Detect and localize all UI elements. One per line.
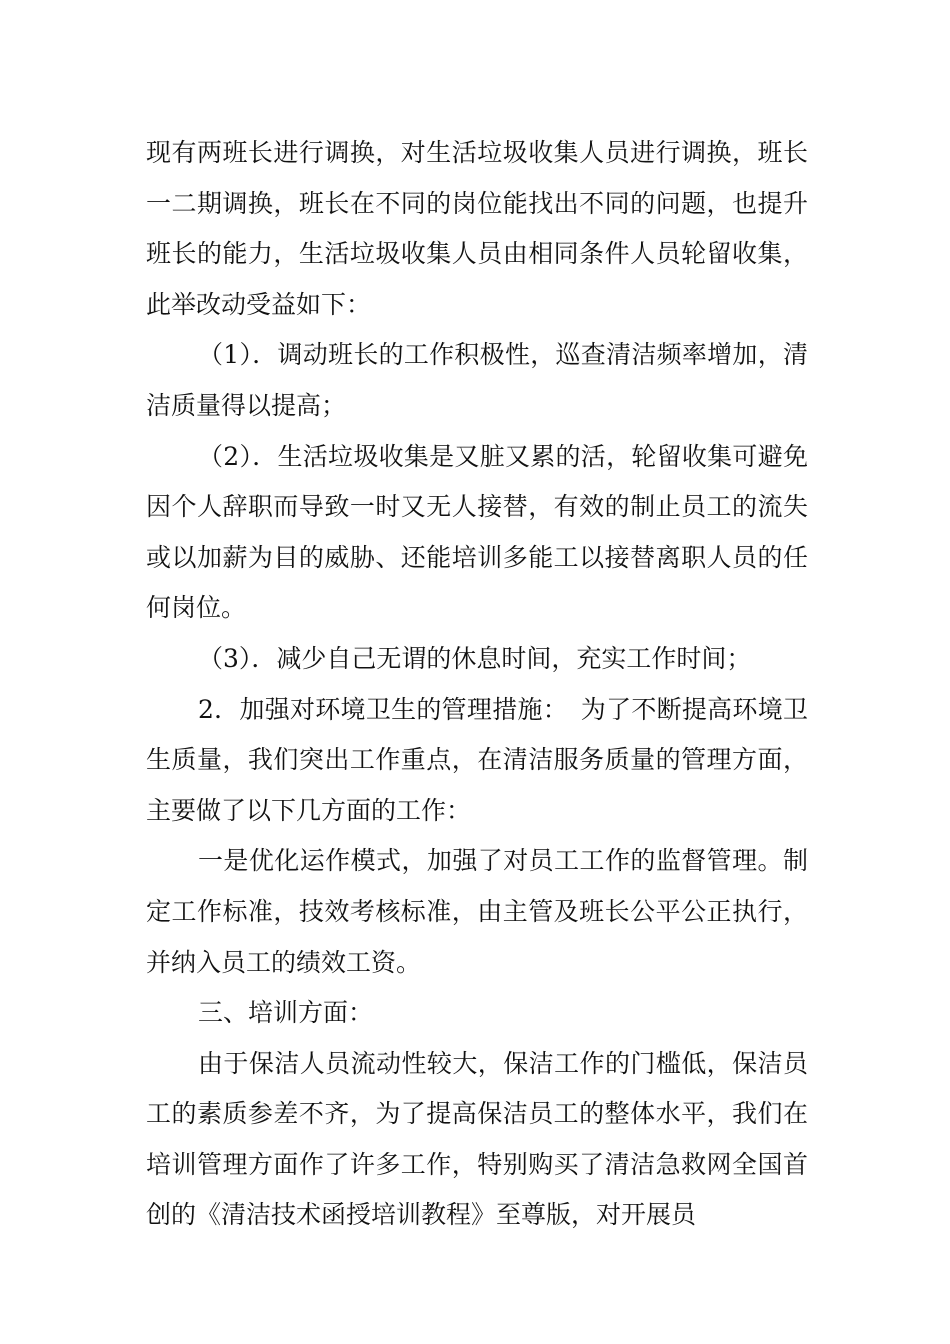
paragraph-training: 由于保洁人员流动性较大，保洁工作的门槛低，保洁员工的素质参差不齐，为了提高保洁员工的整体水平，我们在培训管理方面作了许多工作，特别购买了清洁急救网全国首创的《清洁技术函授培训教程》至尊版，对开展员 [146, 1048, 808, 1230]
paragraph-operation-mode: 一是优化运作模式，加强了对员工工作的监督管理。制定工作标准，技效考核标准，由主管及班长公平公正执行，并纳入员工的绩效工资。 [146, 846, 808, 977]
paragraph-management-measures: 2．加强对环境卫生的管理措施： 为了不断提高环境卫生质量，我们突出工作重点，在清洁服务质量的管理方面，主要做了以下几方面的工作： [146, 694, 808, 825]
paragraph-benefit-3: （3）．减少自己无谓的休息时间，充实工作时间； [198, 643, 752, 673]
document-body [146, 128, 808, 1241]
paragraph-benefit-1: （1）．调动班长的工作积极性，巡查清洁频率增加，清洁质量得以提高； [146, 340, 808, 420]
paragraph-benefit-2: （2）．生活垃圾收集是又脏又累的活，轮留收集可避免因个人辞职而导致一时又无人接替，有效的制止员工的流失或以加薪为目的威胁、还能培训多能工以接替离职人员的任何岗位。 [146, 441, 808, 623]
section-heading-training: 三、培训方面： [198, 998, 374, 1028]
paragraph-shift-rotation: 现有两班长进行调换，对生活垃圾收集人员进行调换，班长一二期调换，班长在不同的岗位能找出不同的问题，也提升班长的能力，生活垃圾收集人员由相同条件人员轮留收集，此举改动受益如下： [146, 138, 808, 319]
